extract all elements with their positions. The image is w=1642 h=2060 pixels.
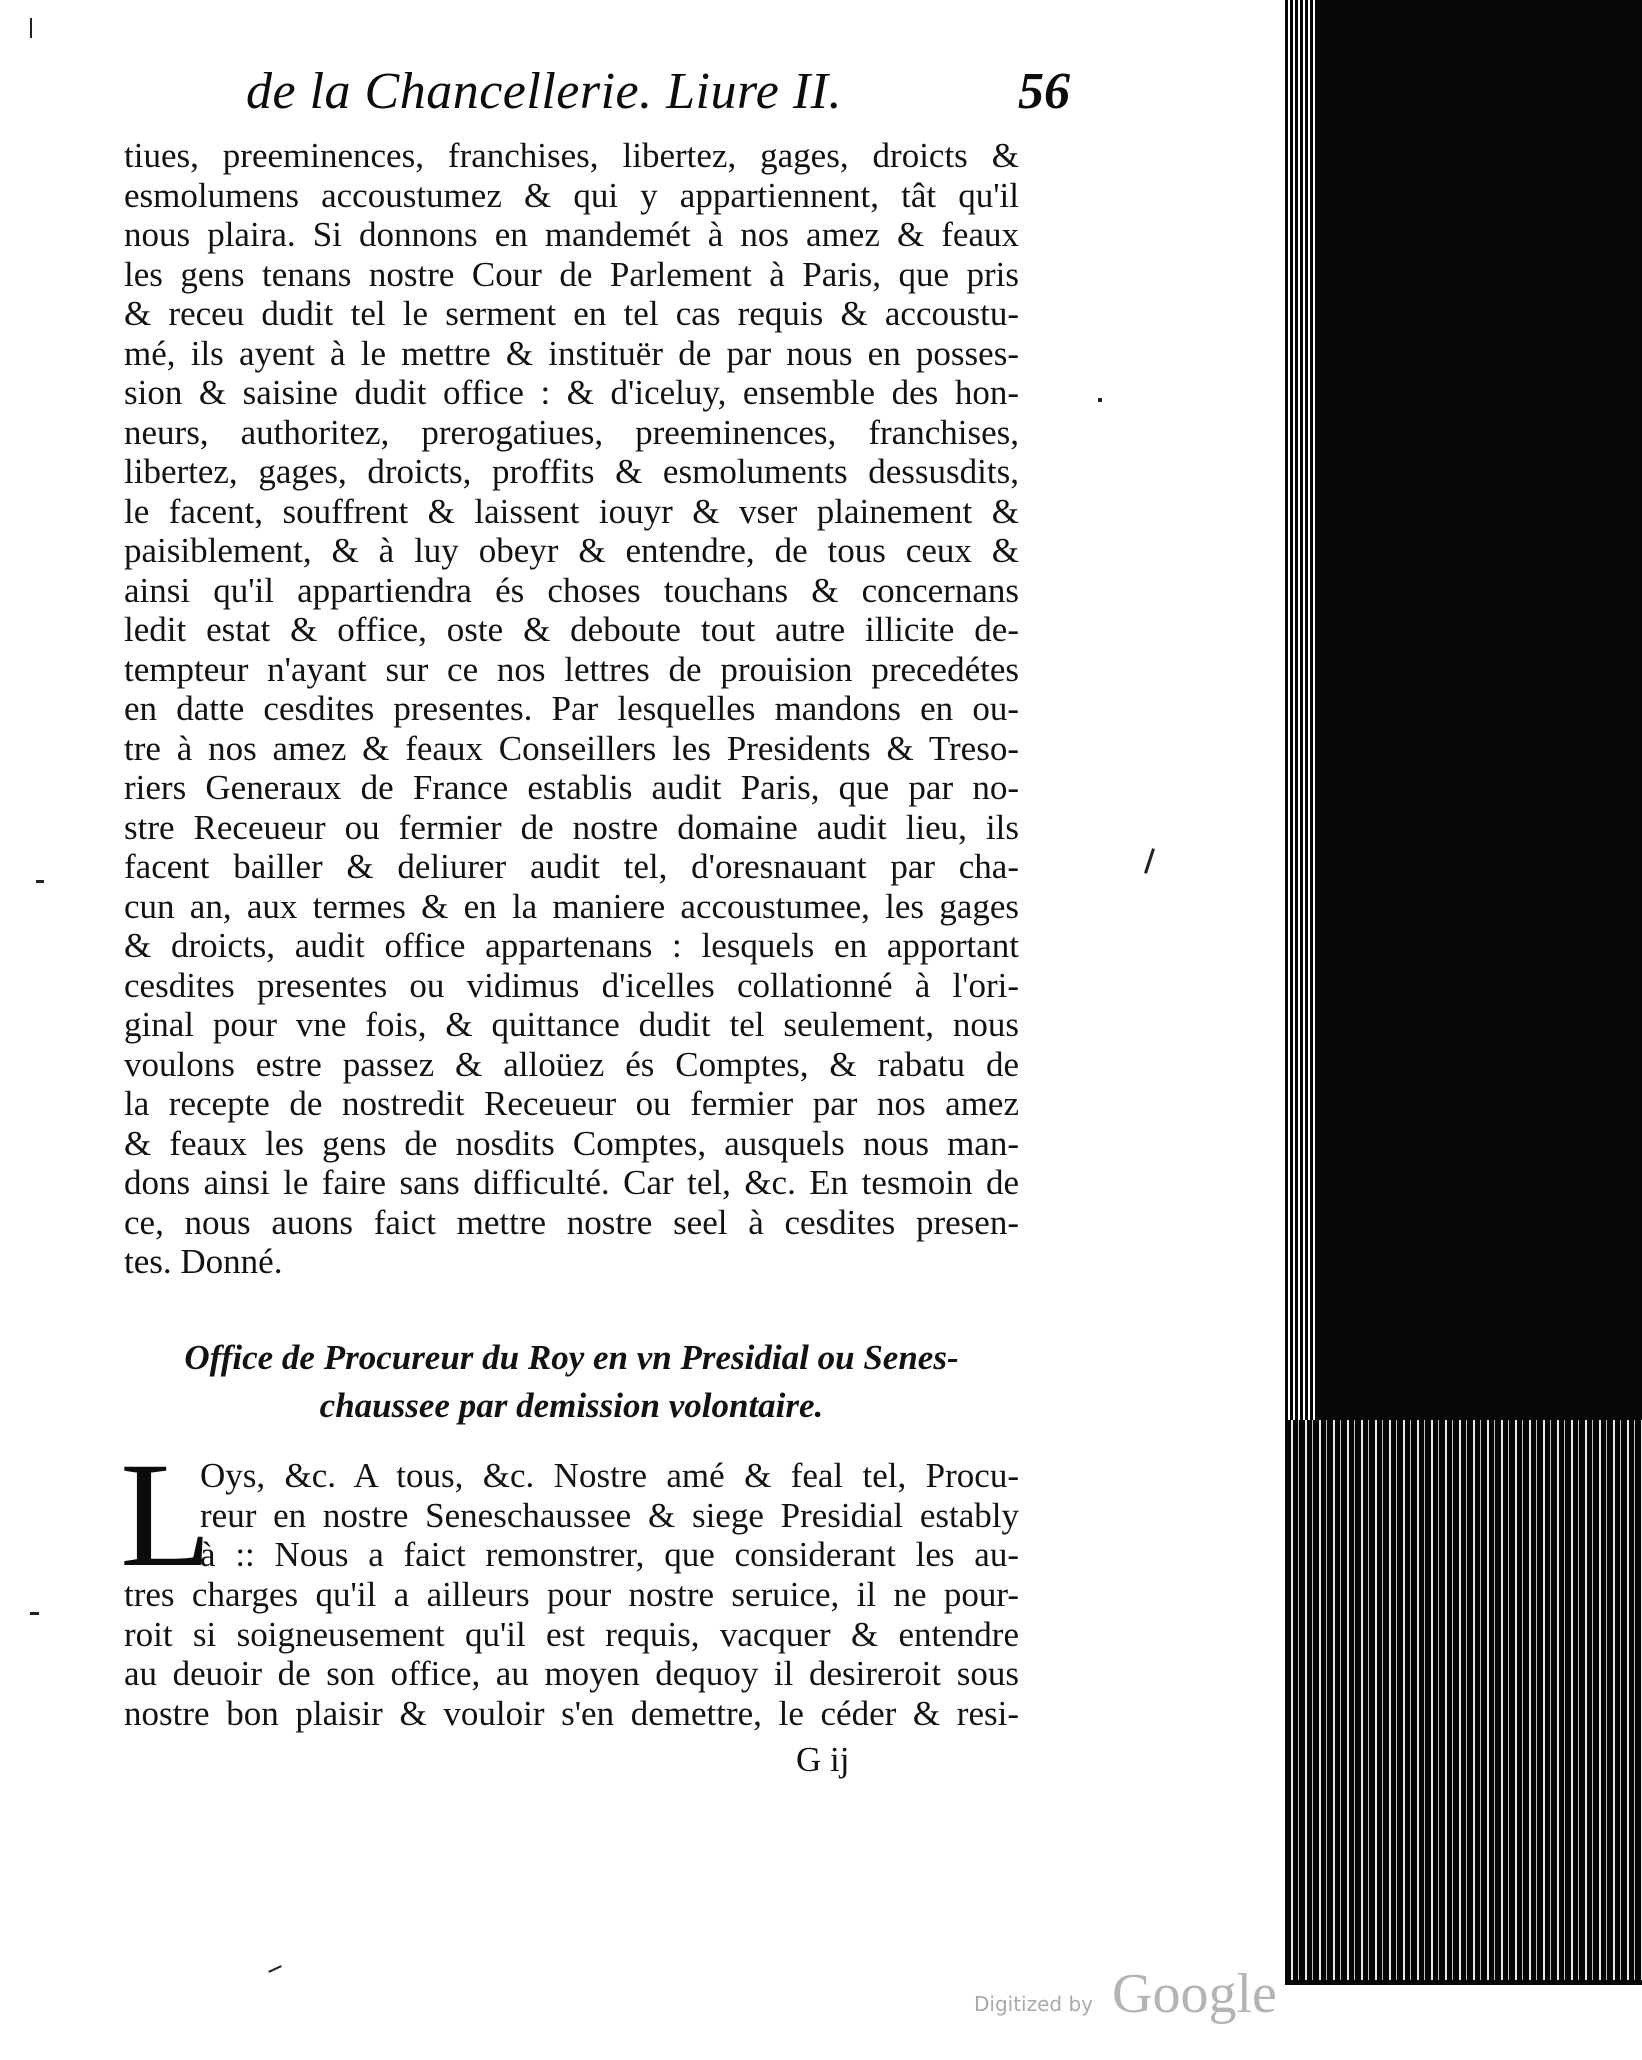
scan-mark: [30, 18, 32, 38]
text-line: facent bailler & deliurer audit tel, d'oresnauant par cha-: [124, 847, 1019, 886]
text-line: à :: Nous a faict remonstrer, que considerant les au-: [200, 1535, 1019, 1574]
text-line: ledit estat & office, oste & deboute tout autre illicite de-: [124, 610, 1019, 649]
text-line: Oys, &c. A tous, &c. Nostre amé & feal tel, Procu-: [200, 1456, 1019, 1495]
page-number: 56: [1018, 63, 1070, 120]
paragraph-indented: [200, 1456, 1019, 1575]
text-line: tes. Donné.: [124, 1242, 283, 1281]
body-text: [124, 136, 1019, 1282]
scan-mark: [1098, 398, 1102, 402]
text-line: ainsi qu'il appartiendra és choses touchans & concernans: [124, 570, 1019, 610]
text-line: nous plaira. Si donnons en mandemét à nos amez & feaux: [124, 215, 1019, 254]
text-line: ginal pour vne fois, & quittance dudit tel seulement, nous: [124, 1005, 1019, 1044]
drop-cap-initial: L: [120, 1432, 212, 1598]
text-line: en datte cesdites presentes. Par lesquelles mandons en ou-: [124, 689, 1019, 728]
text-line: nostre bon plaisir & vouloir s'en demettre, le céder & resi-: [124, 1693, 1019, 1733]
text-line: voulons estre passez & alloüez és Comptes, & rabatu de: [124, 1044, 1019, 1084]
text-line: cesdites presentes ou vidimus d'icelles collationné à l'ori-: [124, 965, 1019, 1005]
text-line: ce, nous auons faict mettre nostre seel à cesdites presen-: [124, 1202, 1019, 1242]
running-header: [240, 62, 1070, 132]
scan-mark: [30, 1612, 39, 1615]
text-line: esmolumens accoustumez & qui y appartiennent, tât qu'il: [124, 175, 1019, 215]
heading-line: Office de Procureur du Roy en vn Presidial ou Senes-: [184, 1338, 959, 1377]
text-line: stre Receueur ou fermier de nostre domaine audit lieu, ils: [124, 807, 1019, 847]
text-line: tempteur n'ayant sur ce nos lettres de prouision precedétes: [124, 649, 1019, 689]
text-line: sion & saisine dudit office : & d'iceluy, ensemble des hon-: [124, 373, 1019, 412]
heading-line: chaussee par demission volontaire.: [319, 1386, 824, 1425]
watermark-prefix: Digitized by: [974, 1992, 1093, 2016]
digitized-watermark: [974, 1962, 1334, 2032]
header-title: de la Chancellerie. Liure II.: [246, 63, 842, 120]
text-line: libertez, gages, droicts, proffits & esmoluments dessusdits,: [124, 452, 1019, 491]
signature-mark: G ij: [796, 1740, 850, 1779]
text-line: cun an, aux termes & en la maniere accoustumee, les gages: [124, 886, 1019, 926]
text-line: & receu dudit tel le serment en tel cas requis & accoustu-: [124, 294, 1019, 333]
text-line: reur en nostre Seneschaussee & siege Presidial estably: [200, 1495, 1019, 1535]
text-line: tres charges qu'il a ailleurs pour nostre seruice, il ne pour-: [124, 1575, 1019, 1614]
text-line: paisiblement, & à luy obeyr & entendre, de tous ceux &: [124, 531, 1019, 570]
text-line: mé, ils ayent à le mettre & instituër de par nous en posses-: [124, 333, 1019, 373]
scan-mark: [36, 880, 44, 883]
paragraph-continued: [124, 1575, 1019, 1733]
text-line: tiues, preeminences, franchises, libertez, gages, droicts &: [124, 136, 1019, 175]
text-line: le facent, souffrent & laissent iouyr & vser plainement &: [124, 491, 1019, 531]
text-line: la recepte de nostredit Receueur ou fermier par nos amez: [124, 1084, 1019, 1123]
page-edge-stack: [1285, 1420, 1642, 1980]
text-line: tre à nos amez & feaux Conseillers les Presidents & Treso-: [124, 728, 1019, 768]
scan-mark: [268, 1965, 282, 1973]
text-line: neurs, authoritez, prerogatiues, preeminences, franchises,: [124, 412, 1019, 452]
text-line: riers Generaux de France establis audit Paris, que par no-: [124, 768, 1019, 807]
text-line: & droicts, audit office appartenans : lesquels en apportant: [124, 926, 1019, 965]
text-line: dons ainsi le faire sans difficulté. Car tel, &c. En tesmoin de: [124, 1163, 1019, 1202]
text-line: roit si soigneusement qu'il est requis, vacquer & entendre: [124, 1614, 1019, 1654]
section-heading: [124, 1334, 1019, 1430]
watermark-logo: Google: [1112, 1963, 1277, 2025]
text-line: & feaux les gens de nosdits Comptes, ausquels nous man-: [124, 1123, 1019, 1163]
text-line: les gens tenans nostre Cour de Parlement à Paris, que pris: [124, 254, 1019, 294]
text-line: au deuoir de son office, au moyen dequoy il desireroit sous: [124, 1654, 1019, 1693]
scan-mark: [1144, 848, 1155, 874]
